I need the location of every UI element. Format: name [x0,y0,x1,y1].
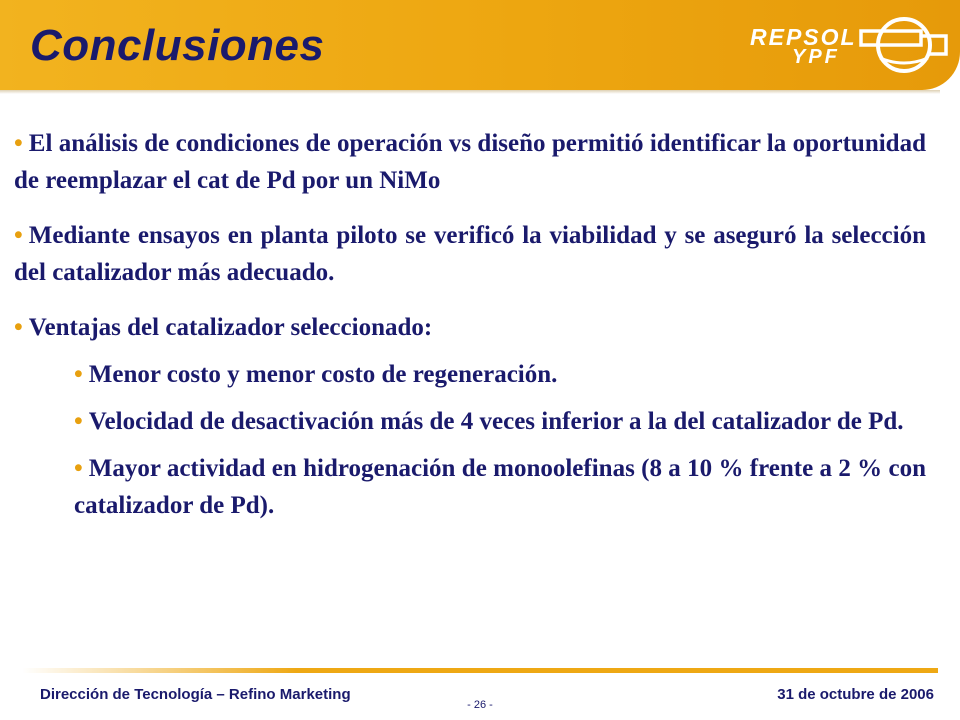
footer-page-number: - 26 - [467,699,493,711]
sub-bullet-cost [74,356,926,393]
bullet-marker: • [74,361,83,388]
bullet-text: Ventajas del catalizador seleccionado: [28,314,433,341]
sub-bullet-text: Velocidad de desactivación más de 4 veces inferior a la del catalizador de Pd. [88,408,904,435]
bullet-text: El análisis de condiciones de operación vs diseño permitió identificar la oportunidad de reemplazar el cat de Pd por un NiMo [14,130,926,194]
sub-bullet-text: Menor costo y menor costo de regeneración. [88,361,558,388]
sub-bullet-activity [74,450,926,524]
bullet-analysis [14,125,926,199]
footer-date: 31 de octubre de 2006 [777,686,934,703]
sub-bullet-text: Mayor actividad en hidrogenación de monoolefinas (8 a 10 % frente a 2 % con catalizador de Pd). [74,455,926,519]
repsol-ypf-logo [748,12,948,76]
repsol-ypf-logo-mark-icon [858,14,950,76]
bullet-marker: • [14,130,23,157]
slide-content [14,125,926,524]
logo-text-repsol: REPSOL [750,24,857,50]
footer-department: Dirección de Tecnología – Refino Marketing [40,686,351,703]
sub-bullet-deactivation [74,403,926,440]
slide-title: Conclusiones [30,21,325,70]
bullet-advantages [14,309,926,346]
footer-divider [22,668,938,673]
bullet-marker: • [74,455,83,482]
bullet-marker: • [14,222,23,249]
header-shadow [0,90,940,94]
bullet-text: Mediante ensayos en planta piloto se verificó la viabilidad y se aseguró la selección del catalizador más adecuado. [14,222,926,286]
bullet-marker: • [74,408,83,435]
logo-text-ypf: YPF [792,46,840,68]
bullet-pilot-plant [14,217,926,291]
bullet-marker: • [14,314,23,341]
